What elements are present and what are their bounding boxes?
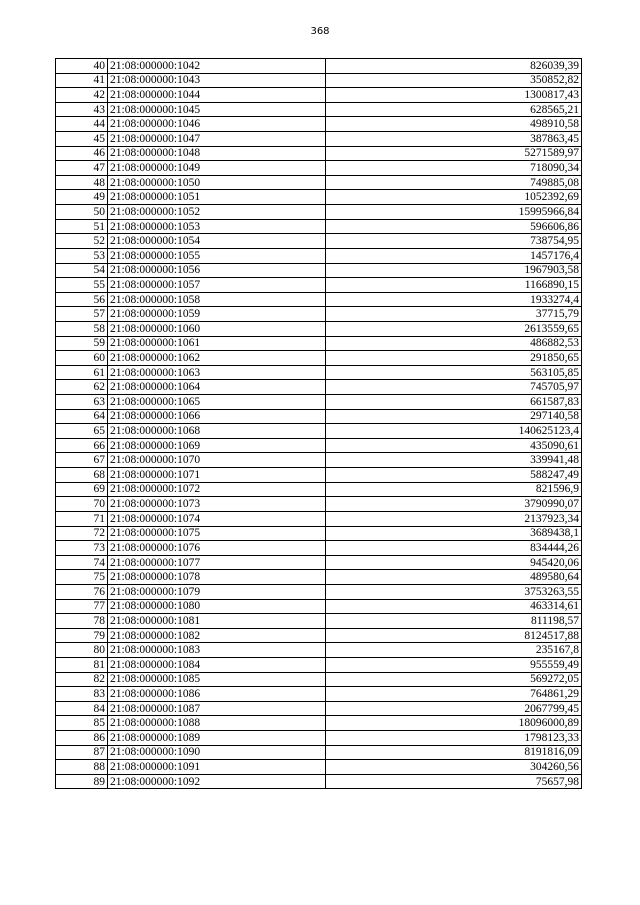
- table-row: [56, 497, 582, 512]
- row-number-cell: 84: [56, 701, 108, 716]
- table-row: [56, 409, 582, 424]
- cadastral-number-cell: 21:08:000000:1051: [108, 190, 326, 205]
- table-row: [56, 672, 582, 687]
- cadastral-number-cell: 21:08:000000:1092: [108, 774, 326, 789]
- table-row: [56, 190, 582, 205]
- cadastral-number-cell: 21:08:000000:1086: [108, 687, 326, 702]
- cadastral-value-cell: 297140,58: [326, 409, 582, 424]
- cadastral-value-cell: 463314,61: [326, 599, 582, 614]
- table-row: [56, 424, 582, 439]
- table-row: [56, 263, 582, 278]
- table-row: [56, 716, 582, 731]
- cadastral-value-cell: 18096000,89: [326, 716, 582, 731]
- cadastral-number-cell: 21:08:000000:1055: [108, 248, 326, 263]
- cadastral-value-cell: 387863,45: [326, 132, 582, 147]
- cadastral-number-cell: 21:08:000000:1057: [108, 278, 326, 293]
- cadastral-value-cell: 628565,21: [326, 102, 582, 117]
- table-row: [56, 511, 582, 526]
- table-row: [56, 731, 582, 746]
- cadastral-value-cell: 749885,08: [326, 175, 582, 190]
- table-row: [56, 482, 582, 497]
- cadastral-number-cell: 21:08:000000:1074: [108, 511, 326, 526]
- cadastral-number-cell: 21:08:000000:1087: [108, 701, 326, 716]
- cadastral-value-cell: 435090,61: [326, 438, 582, 453]
- cadastral-value-cell: 339941,48: [326, 453, 582, 468]
- table-row: [56, 701, 582, 716]
- cadastral-value-cell: 1457176,4: [326, 248, 582, 263]
- table-row: [56, 745, 582, 760]
- table-row: [56, 774, 582, 789]
- table-row: [56, 88, 582, 103]
- cadastral-value-cell: 569272,05: [326, 672, 582, 687]
- table-row: [56, 146, 582, 161]
- row-number-cell: 83: [56, 687, 108, 702]
- cadastral-value-cell: 3689438,1: [326, 526, 582, 541]
- cadastral-value-cell: 745705,97: [326, 380, 582, 395]
- table-row: [56, 278, 582, 293]
- table-row: [56, 161, 582, 176]
- table-row: [56, 657, 582, 672]
- cadastral-number-cell: 21:08:000000:1083: [108, 643, 326, 658]
- cadastral-number-cell: 21:08:000000:1052: [108, 205, 326, 220]
- row-number-cell: 52: [56, 234, 108, 249]
- row-number-cell: 60: [56, 351, 108, 366]
- row-number-cell: 68: [56, 468, 108, 483]
- row-number-cell: 87: [56, 745, 108, 760]
- cadastral-number-cell: 21:08:000000:1062: [108, 351, 326, 366]
- row-number-cell: 89: [56, 774, 108, 789]
- cadastral-value-cell: 3753263,55: [326, 584, 582, 599]
- cadastral-number-cell: 21:08:000000:1082: [108, 628, 326, 643]
- cadastral-number-cell: 21:08:000000:1042: [108, 59, 326, 74]
- row-number-cell: 80: [56, 643, 108, 658]
- table-row: [56, 321, 582, 336]
- table-body: [56, 59, 582, 789]
- cadastral-number-cell: 21:08:000000:1060: [108, 321, 326, 336]
- cadastral-number-cell: 21:08:000000:1088: [108, 716, 326, 731]
- table-row: [56, 205, 582, 220]
- cadastral-value-cell: 291850,65: [326, 351, 582, 366]
- cadastral-value-cell: 75657,98: [326, 774, 582, 789]
- table-row: [56, 351, 582, 366]
- table-row: [56, 234, 582, 249]
- table-row: [56, 584, 582, 599]
- cadastral-value-cell: 350852,82: [326, 73, 582, 88]
- cadastral-value-cell: 304260,56: [326, 760, 582, 775]
- table-row: [56, 643, 582, 658]
- cadastral-number-cell: 21:08:000000:1046: [108, 117, 326, 132]
- cadastral-value-cell: 834444,26: [326, 541, 582, 556]
- cadastral-value-cell: 8191816,09: [326, 745, 582, 760]
- table-row: [56, 555, 582, 570]
- table-row: [56, 336, 582, 351]
- cadastral-value-cell: 498910,58: [326, 117, 582, 132]
- cadastral-number-cell: 21:08:000000:1056: [108, 263, 326, 278]
- cadastral-value-cell: 1967903,58: [326, 263, 582, 278]
- cadastral-value-cell: 15995966,84: [326, 205, 582, 220]
- cadastral-value-cell: 2067799,45: [326, 701, 582, 716]
- row-number-cell: 73: [56, 541, 108, 556]
- cadastral-number-cell: 21:08:000000:1078: [108, 570, 326, 585]
- table-row: [56, 292, 582, 307]
- cadastral-number-cell: 21:08:000000:1091: [108, 760, 326, 775]
- cadastral-number-cell: 21:08:000000:1066: [108, 409, 326, 424]
- cadastral-number-cell: 21:08:000000:1044: [108, 88, 326, 103]
- cadastral-value-cell: 3790990,07: [326, 497, 582, 512]
- table-row: [56, 541, 582, 556]
- row-number-cell: 56: [56, 292, 108, 307]
- row-number-cell: 72: [56, 526, 108, 541]
- row-number-cell: 65: [56, 424, 108, 439]
- row-number-cell: 81: [56, 657, 108, 672]
- row-number-cell: 69: [56, 482, 108, 497]
- cadastral-value-cell: 596606,86: [326, 219, 582, 234]
- cadastral-value-cell: 1300817,43: [326, 88, 582, 103]
- table-row: [56, 614, 582, 629]
- cadastral-value-cell: 821596,9: [326, 482, 582, 497]
- cadastral-number-cell: 21:08:000000:1081: [108, 614, 326, 629]
- row-number-cell: 49: [56, 190, 108, 205]
- page-number: 368: [310, 26, 330, 37]
- row-number-cell: 41: [56, 73, 108, 88]
- row-number-cell: 79: [56, 628, 108, 643]
- row-number-cell: 43: [56, 102, 108, 117]
- cadastral-number-cell: 21:08:000000:1058: [108, 292, 326, 307]
- row-number-cell: 54: [56, 263, 108, 278]
- table-row: [56, 380, 582, 395]
- row-number-cell: 59: [56, 336, 108, 351]
- row-number-cell: 57: [56, 307, 108, 322]
- cadastral-number-cell: 21:08:000000:1068: [108, 424, 326, 439]
- cadastral-number-cell: 21:08:000000:1050: [108, 175, 326, 190]
- row-number-cell: 67: [56, 453, 108, 468]
- cadastral-value-cell: 945420,06: [326, 555, 582, 570]
- cadastral-number-cell: 21:08:000000:1089: [108, 731, 326, 746]
- cadastral-number-cell: 21:08:000000:1084: [108, 657, 326, 672]
- row-number-cell: 70: [56, 497, 108, 512]
- cadastral-value-cell: 718090,34: [326, 161, 582, 176]
- cadastral-value-cell: 738754,95: [326, 234, 582, 249]
- row-number-cell: 61: [56, 365, 108, 380]
- row-number-cell: 47: [56, 161, 108, 176]
- table-row: [56, 687, 582, 702]
- cadastral-number-cell: 21:08:000000:1053: [108, 219, 326, 234]
- cadastral-number-cell: 21:08:000000:1063: [108, 365, 326, 380]
- cadastral-number-cell: 21:08:000000:1059: [108, 307, 326, 322]
- cadastral-number-cell: 21:08:000000:1048: [108, 146, 326, 161]
- cadastral-number-cell: 21:08:000000:1061: [108, 336, 326, 351]
- row-number-cell: 48: [56, 175, 108, 190]
- cadastral-value-cell: 826039,39: [326, 59, 582, 74]
- table-row: [56, 760, 582, 775]
- row-number-cell: 55: [56, 278, 108, 293]
- row-number-cell: 75: [56, 570, 108, 585]
- cadastral-value-cell: 955559,49: [326, 657, 582, 672]
- cadastral-number-cell: 21:08:000000:1047: [108, 132, 326, 147]
- row-number-cell: 78: [56, 614, 108, 629]
- cadastral-value-cell: 1052392,69: [326, 190, 582, 205]
- cadastral-value-cell: 2137923,34: [326, 511, 582, 526]
- table-row: [56, 438, 582, 453]
- cadastral-number-cell: 21:08:000000:1045: [108, 102, 326, 117]
- row-number-cell: 53: [56, 248, 108, 263]
- cadastral-value-cell: 1933274,4: [326, 292, 582, 307]
- table-row: [56, 570, 582, 585]
- table-row: [56, 219, 582, 234]
- row-number-cell: 42: [56, 88, 108, 103]
- cadastral-value-cell: 486882,53: [326, 336, 582, 351]
- table-row: [56, 628, 582, 643]
- cadastral-value-cell: 235167,8: [326, 643, 582, 658]
- row-number-cell: 88: [56, 760, 108, 775]
- row-number-cell: 71: [56, 511, 108, 526]
- cadastral-number-cell: 21:08:000000:1072: [108, 482, 326, 497]
- cadastral-value-cell: 811198,57: [326, 614, 582, 629]
- cadastral-value-cell: 8124517,88: [326, 628, 582, 643]
- table-row: [56, 526, 582, 541]
- cadastral-value-cell: 563105,85: [326, 365, 582, 380]
- cadastral-number-cell: 21:08:000000:1064: [108, 380, 326, 395]
- row-number-cell: 76: [56, 584, 108, 599]
- cadastral-value-cell: 2613559,65: [326, 321, 582, 336]
- row-number-cell: 85: [56, 716, 108, 731]
- table-row: [56, 132, 582, 147]
- cadastral-number-cell: 21:08:000000:1054: [108, 234, 326, 249]
- row-number-cell: 58: [56, 321, 108, 336]
- cadastral-number-cell: 21:08:000000:1080: [108, 599, 326, 614]
- row-number-cell: 62: [56, 380, 108, 395]
- cadastral-number-cell: 21:08:000000:1049: [108, 161, 326, 176]
- table-row: [56, 468, 582, 483]
- table-row: [56, 365, 582, 380]
- cadastral-number-cell: 21:08:000000:1079: [108, 584, 326, 599]
- table-row: [56, 395, 582, 410]
- cadastral-number-cell: 21:08:000000:1075: [108, 526, 326, 541]
- row-number-cell: 82: [56, 672, 108, 687]
- row-number-cell: 64: [56, 409, 108, 424]
- cadastral-number-cell: 21:08:000000:1085: [108, 672, 326, 687]
- table-row: [56, 117, 582, 132]
- cadastral-number-cell: 21:08:000000:1076: [108, 541, 326, 556]
- cadastral-number-cell: 21:08:000000:1070: [108, 453, 326, 468]
- row-number-cell: 66: [56, 438, 108, 453]
- table-row: [56, 248, 582, 263]
- table-row: [56, 175, 582, 190]
- table-row: [56, 453, 582, 468]
- cadastral-value-table: [55, 58, 582, 789]
- cadastral-value-cell: 489580,64: [326, 570, 582, 585]
- row-number-cell: 86: [56, 731, 108, 746]
- cadastral-value-cell: 1798123,33: [326, 731, 582, 746]
- cadastral-value-cell: 764861,29: [326, 687, 582, 702]
- row-number-cell: 74: [56, 555, 108, 570]
- row-number-cell: 77: [56, 599, 108, 614]
- cadastral-number-cell: 21:08:000000:1090: [108, 745, 326, 760]
- cadastral-value-cell: 5271589,97: [326, 146, 582, 161]
- row-number-cell: 51: [56, 219, 108, 234]
- row-number-cell: 63: [56, 395, 108, 410]
- cadastral-number-cell: 21:08:000000:1065: [108, 395, 326, 410]
- row-number-cell: 40: [56, 59, 108, 74]
- cadastral-value-cell: 661587,83: [326, 395, 582, 410]
- table-row: [56, 307, 582, 322]
- row-number-cell: 44: [56, 117, 108, 132]
- table-row: [56, 599, 582, 614]
- cadastral-value-cell: 588247,49: [326, 468, 582, 483]
- table-row: [56, 73, 582, 88]
- row-number-cell: 45: [56, 132, 108, 147]
- cadastral-value-cell: 1166890,15: [326, 278, 582, 293]
- row-number-cell: 46: [56, 146, 108, 161]
- table-row: [56, 102, 582, 117]
- cadastral-value-cell: 140625123,4: [326, 424, 582, 439]
- cadastral-value-cell: 37715,79: [326, 307, 582, 322]
- table-row: [56, 59, 582, 74]
- cadastral-number-cell: 21:08:000000:1071: [108, 468, 326, 483]
- cadastral-number-cell: 21:08:000000:1043: [108, 73, 326, 88]
- cadastral-number-cell: 21:08:000000:1077: [108, 555, 326, 570]
- cadastral-number-cell: 21:08:000000:1073: [108, 497, 326, 512]
- cadastral-number-cell: 21:08:000000:1069: [108, 438, 326, 453]
- row-number-cell: 50: [56, 205, 108, 220]
